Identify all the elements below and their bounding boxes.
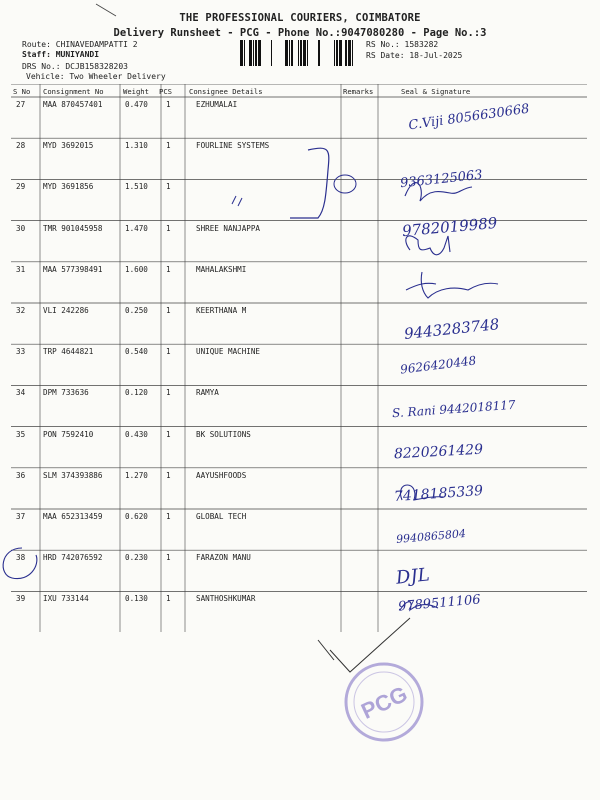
weight-cell: 0.470 bbox=[125, 100, 148, 109]
pcs-cell: 1 bbox=[166, 100, 171, 109]
barcode-bar bbox=[345, 40, 347, 66]
barcode-bar bbox=[253, 40, 254, 66]
weight-cell: 0.540 bbox=[125, 347, 148, 357]
consignee-cell: FARAZON MANU bbox=[196, 553, 251, 563]
consignment-cell: TRP 4644821 bbox=[43, 347, 94, 357]
consignee-cell: SANTHOSHKUMAR bbox=[196, 594, 256, 604]
consignment-cell: MYD 3691856 bbox=[43, 182, 94, 192]
signature: 9940865804 bbox=[395, 526, 467, 547]
pcs-cell: 1 bbox=[166, 388, 171, 398]
barcode-bar bbox=[240, 40, 243, 66]
consignee-cell: FOURLINE SYSTEMS bbox=[196, 141, 270, 151]
signature: 7418185339 bbox=[393, 482, 484, 506]
barcode-bar bbox=[258, 40, 261, 66]
consignment-cell: PON 7592410 bbox=[43, 429, 94, 439]
barcode-bar bbox=[307, 40, 308, 66]
consignment-cell: MAA 870457401 bbox=[43, 100, 103, 109]
sno-cell: 27 bbox=[16, 100, 26, 109]
pcs-cell: 1 bbox=[166, 470, 171, 480]
consignee-cell: SHREE NANJAPPA bbox=[196, 223, 261, 233]
consignee-cell: UNIQUE MACHINE bbox=[196, 347, 261, 357]
barcode-bar bbox=[334, 40, 335, 66]
signature: S. Rani 9442018117 bbox=[391, 397, 516, 421]
consignment-cell: IXU 733144 bbox=[43, 594, 89, 604]
consignee-cell: KEERTHANA M bbox=[196, 306, 247, 315]
signature: 9626420448 bbox=[399, 353, 477, 377]
pcs-cell: 1 bbox=[166, 347, 171, 357]
weight-cell: 1.510 bbox=[125, 182, 148, 192]
barcode-bar bbox=[249, 40, 252, 66]
signature: 9789511106 bbox=[397, 592, 482, 615]
weight-cell: 1.470 bbox=[125, 223, 148, 233]
sno-cell: 36 bbox=[16, 470, 26, 480]
sno-cell: 31 bbox=[16, 264, 26, 274]
weight-cell: 0.430 bbox=[125, 429, 148, 439]
weight-cell: 1.270 bbox=[125, 470, 148, 480]
column-header: Consignment No bbox=[43, 87, 104, 96]
column-header: Remarks bbox=[343, 87, 374, 96]
pcg-stamp bbox=[340, 658, 428, 746]
column-header: Consignee Details bbox=[189, 87, 263, 96]
consignment-cell: TMR 901045958 bbox=[43, 223, 103, 233]
company-name: THE PROFESSIONAL COURIERS, COIMBATORE bbox=[179, 12, 421, 24]
sno-cell: 28 bbox=[16, 141, 26, 151]
pcs-cell: 1 bbox=[166, 141, 171, 151]
pcs-cell: 1 bbox=[166, 512, 171, 521]
pcs-cell: 1 bbox=[166, 553, 171, 563]
consignment-cell: MAA 577398491 bbox=[43, 264, 103, 274]
consignee-cell: EZHUMALAI bbox=[196, 100, 238, 109]
sno-cell: 30 bbox=[16, 223, 26, 233]
table-grid bbox=[11, 84, 587, 632]
sno-cell: 33 bbox=[16, 347, 26, 357]
sno-cell: 35 bbox=[16, 429, 26, 439]
weight-cell: 1.310 bbox=[125, 141, 148, 151]
barcode-bar bbox=[303, 40, 306, 66]
weight-cell: 0.130 bbox=[125, 594, 148, 604]
weight-cell: 0.620 bbox=[125, 512, 148, 521]
signature: 8220261429 bbox=[393, 441, 484, 463]
route-label: Route: CHINAVEDAMPATTI 2 bbox=[22, 40, 138, 49]
runsheet-title: Delivery Runsheet - PCG - Phone No.:9047080280 - Page No.:3 bbox=[113, 27, 487, 39]
signature: 9443283748 bbox=[403, 315, 501, 343]
barcode-bar bbox=[339, 40, 342, 66]
consignment-cell: SLM 374393886 bbox=[43, 470, 103, 480]
barcode-bar bbox=[352, 40, 353, 66]
pcs-cell: 1 bbox=[166, 223, 171, 233]
consignee-cell: BK SOLUTIONS bbox=[196, 429, 251, 439]
barcode-bar bbox=[271, 40, 272, 66]
weight-cell: 0.250 bbox=[125, 306, 148, 315]
barcode-bar bbox=[348, 40, 351, 66]
vehicle-label: Vehicle: Two Wheeler Delivery bbox=[26, 72, 166, 81]
rs-date: RS Date: 18-Jul-2025 bbox=[366, 51, 463, 60]
column-header: Weight bbox=[123, 87, 149, 96]
sno-cell: 37 bbox=[16, 512, 26, 521]
barcode bbox=[240, 40, 354, 66]
signature: DJL bbox=[394, 564, 431, 589]
runsheet-table bbox=[11, 84, 587, 632]
barcode-bar bbox=[289, 40, 290, 66]
consignment-cell: MAA 652313459 bbox=[43, 512, 103, 521]
weight-cell: 1.600 bbox=[125, 264, 148, 274]
consignee-cell: AAYUSHFOODS bbox=[196, 470, 247, 480]
sno-cell: 39 bbox=[16, 594, 26, 604]
pcs-cell: 1 bbox=[166, 182, 171, 192]
pcs-cell: 1 bbox=[166, 594, 171, 604]
consignee-cell: RAMYA bbox=[196, 388, 219, 398]
weight-cell: 0.230 bbox=[125, 553, 148, 563]
signature: 9363125063 bbox=[399, 167, 484, 192]
consignee-cell: GLOBAL TECH bbox=[196, 512, 247, 521]
column-header: PCS bbox=[159, 87, 172, 96]
consignment-cell: VLI 242286 bbox=[43, 306, 89, 315]
consignment-cell: DPM 733636 bbox=[43, 388, 89, 398]
stamp-text: PCG bbox=[357, 681, 412, 724]
sno-cell: 32 bbox=[16, 306, 26, 315]
sno-cell: 38 bbox=[16, 553, 26, 563]
rs-number: RS No.: 1583282 bbox=[366, 40, 439, 49]
sno-cell: 29 bbox=[16, 182, 26, 192]
barcode-bar bbox=[298, 40, 299, 66]
barcode-bar bbox=[318, 40, 320, 66]
pcs-cell: 1 bbox=[166, 264, 171, 274]
column-header: Seal & Signature bbox=[401, 87, 471, 96]
column-header: S No bbox=[13, 87, 31, 96]
barcode-bar bbox=[255, 40, 257, 66]
staff-label: Staff: MUNIYANDI bbox=[22, 50, 100, 59]
pcs-cell: 1 bbox=[166, 306, 171, 315]
barcode-bar bbox=[300, 40, 302, 66]
pcs-cell: 1 bbox=[166, 429, 171, 439]
barcode-bar bbox=[285, 40, 288, 66]
weight-cell: 0.120 bbox=[125, 388, 148, 398]
consignment-cell: MYD 3692015 bbox=[43, 141, 94, 151]
signature: C.Viji 8056630668 bbox=[407, 101, 531, 134]
barcode-bar bbox=[291, 40, 293, 66]
sno-cell: 34 bbox=[16, 388, 26, 398]
signature: 9782019989 bbox=[401, 213, 499, 241]
consignee-cell: MAHALAKSHMI bbox=[196, 264, 247, 274]
barcode-bar bbox=[244, 40, 245, 66]
consignment-cell: HRD 742076592 bbox=[43, 553, 103, 563]
barcode-bar bbox=[336, 40, 338, 66]
drs-number: DRS No.: DCJB158328203 bbox=[22, 62, 128, 71]
